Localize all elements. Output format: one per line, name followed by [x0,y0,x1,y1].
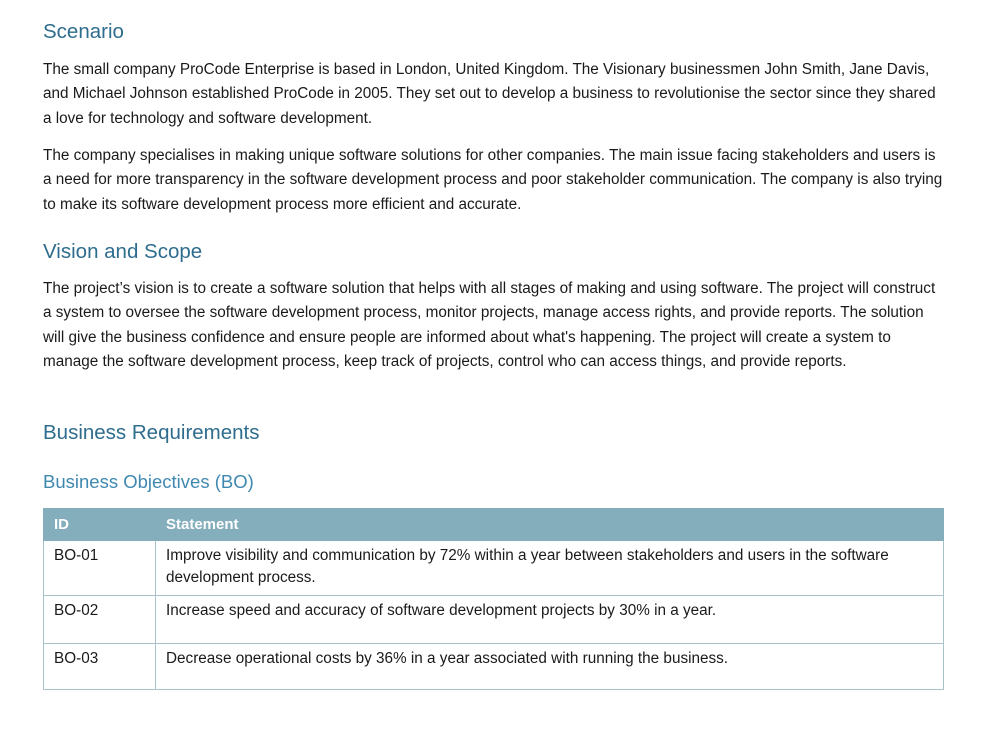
objective-id: BO-02 [44,596,156,644]
objective-id: BO-03 [44,644,156,690]
objective-statement: Increase speed and accuracy of software development projects by 30% in a year. [156,596,944,644]
vision-scope-heading: Vision and Scope [43,240,203,263]
table-header-row [44,509,944,541]
business-requirements-heading: Business Requirements [43,421,260,444]
column-header-statement: Statement [156,509,944,541]
vision-paragraph: The project’s vision is to create a software solution that helps with all stages of making and using software. The project will construct a system to oversee the software development process, monitor projects, manage access rights, and provide reports. The solution will give the business confidence and ensure people are informed about what's happening. The project will create a system to manage the software development process, keep track of projects, control who can access things, and provide reports. [43,280,936,370]
objective-statement: Improve visibility and communication by 72% within a year between stakeholders and users in the software development process. [156,541,944,596]
business-objectives-table [43,508,944,690]
business-objectives-heading: Business Objectives (BO) [43,471,254,492]
scenario-heading: Scenario [43,20,124,43]
scenario-paragraph-2: The company specialises in making unique software solutions for other companies. The main issue facing stakeholders and users is a need for more transparency in the software development process and poor stakeholder communication. The company is also trying to make its software development process more efficient and accurate. [43,147,943,213]
table-row [44,541,944,596]
objective-statement: Decrease operational costs by 36% in a year associated with running the business. [156,644,944,690]
table-row [44,596,944,644]
table-row [44,644,944,690]
scenario-paragraph-1: The small company ProCode Enterprise is based in London, United Kingdom. The Visionary businessmen John Smith, Jane Davis, and Michael Johnson established ProCode in 2005. They set out to develop a business to revolutionise the sector since they shared a love for technology and software development. [43,61,936,127]
column-header-id: ID [44,509,156,541]
objective-id: BO-01 [44,541,156,596]
